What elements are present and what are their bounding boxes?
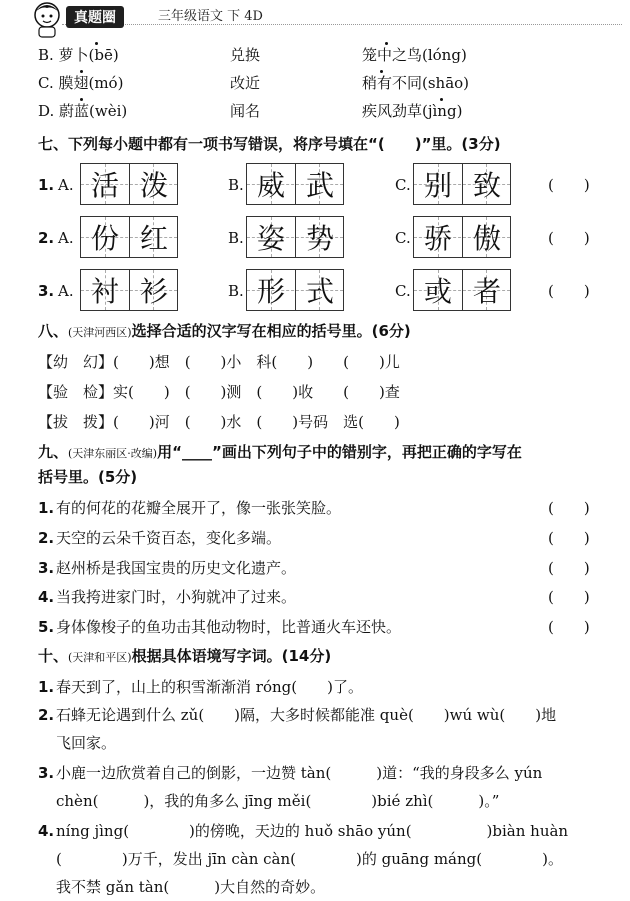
char-cell: 衬 (90, 275, 119, 308)
option-b-word3: 笼中之鸟(lóng) (362, 46, 467, 64)
q10-line: chèn( )，我的角多么 jīng měi( )bié zhì( )。” (56, 792, 500, 810)
option-d-word3: 疾风劲草(jìng) (362, 102, 463, 120)
q10-line: 我不禁 gǎn tàn( )大自然的奇妙。 (56, 878, 326, 896)
char-cell: 或 (423, 275, 452, 308)
q7-label-a: A. (58, 282, 74, 300)
char-cell: 傲 (462, 217, 511, 257)
q7-title: 七、下列每小题中都有一项书写错误，将序号填在“( )”里。(3分) (38, 135, 501, 153)
char-box (246, 216, 344, 258)
char-box (80, 163, 178, 205)
q7-row-num: 3. (38, 282, 55, 300)
q7-label-b: B. (228, 229, 244, 247)
q10-line: 飞回家。 (56, 734, 117, 752)
answer-paren[interactable]: ( ) (548, 588, 590, 606)
q7-row-num: 1. (38, 176, 55, 194)
char-cell: 份 (90, 222, 119, 255)
q8-title (38, 320, 411, 344)
q7-label-c: C. (395, 282, 411, 300)
option-c-word3: 稍有不同(shāo) (362, 74, 470, 92)
char-cell: 别 (423, 169, 452, 202)
emphasis-dot (380, 70, 383, 73)
char-cell: 泼 (129, 164, 178, 204)
emphasis-dot (80, 98, 83, 101)
q10-line: ( )万千，发出 jīn càn càn( )的 guāng máng( )。 (56, 850, 563, 868)
q10-prefix: 十、 (38, 647, 69, 665)
q9-item-text: 赵州桥是我国宝贵的历史文化遗产。 (56, 559, 297, 577)
q10-region: (天津和平区) (68, 651, 132, 664)
answer-paren[interactable]: ( ) (548, 529, 590, 547)
char-box (246, 163, 344, 205)
q9-item-num: 1. (38, 499, 55, 517)
answer-paren[interactable]: ( ) (548, 499, 590, 517)
option-c-word1: C. 膜翅(mó) (38, 74, 124, 92)
q8-instruction: 选择合适的汉字写在相应的括号里。(6分) (131, 322, 411, 340)
char-cell: 姿 (256, 222, 285, 255)
header-rule (62, 24, 622, 25)
q7-label-b: B. (228, 282, 244, 300)
q10-instruction: 根据具体语境写字词。(14分) (131, 647, 332, 665)
q10-line: 小鹿一边欣赏着自己的倒影，一边赞 tàn( )道：“我的身段多么 yún (56, 764, 543, 782)
char-box (413, 269, 511, 311)
char-cell: 红 (129, 217, 178, 257)
q10-item-num: 1. (38, 678, 55, 696)
q7-label-c: C. (395, 229, 411, 247)
q10-item-num: 2. (38, 706, 55, 724)
q7-label-a: A. (58, 176, 74, 194)
option-b-word2: 兑换 (230, 46, 261, 64)
q10-title (38, 645, 331, 669)
q9-item-num: 3. (38, 559, 55, 577)
q9-item-num: 2. (38, 529, 55, 547)
q9-item-text: 身体像梭子的鱼功击其他动物时，比普通火车还快。 (56, 618, 402, 636)
char-cell: 势 (295, 217, 344, 257)
char-box (413, 216, 511, 258)
q9-instruction-line2: 括号里。(5分) (38, 468, 138, 486)
answer-paren[interactable]: ( ) (548, 229, 590, 247)
q9-region: (天津东丽区·改编) (68, 447, 158, 460)
q10-item-num: 4. (38, 822, 55, 840)
mascot-icon (30, 0, 64, 38)
char-box (80, 269, 178, 311)
option-d-word1: D. 蔚蓝(wèi) (38, 102, 128, 120)
emphasis-dot (385, 42, 388, 45)
q10-line: 春天到了，山上的积雪渐渐消 róng( )了。 (56, 678, 363, 696)
q7-row-num: 2. (38, 229, 55, 247)
answer-paren[interactable]: ( ) (548, 176, 590, 194)
emphasis-dot (80, 70, 83, 73)
q7-label-b: B. (228, 176, 244, 194)
option-b-word1: B. 萝卜(bē) (38, 46, 119, 64)
char-cell: 者 (462, 270, 511, 310)
char-box (80, 216, 178, 258)
q9-instruction-line1: 用“____”画出下列句子中的错别字，再把正确的字写在 (157, 443, 522, 461)
emphasis-dot (440, 98, 443, 101)
header-crumb: 三年级语文 下 4D (158, 9, 263, 24)
q9-item-text: 有的何花的花瓣全展开了，像一张张笑脸。 (56, 499, 342, 517)
q10-item-num: 3. (38, 764, 55, 782)
q9-title (38, 441, 522, 465)
q9-item-text: 当我挎进家门时，小狗就冲了过来。 (56, 588, 297, 606)
q8-row: 【幼 幻】( )想 ( )小 科( ) ( )儿 (38, 353, 400, 371)
q7-label-c: C. (395, 176, 411, 194)
q8-row: 【验 检】实( ) ( )测 ( )收 ( )查 (38, 383, 400, 401)
q9-item-num: 5. (38, 618, 55, 636)
char-cell: 骄 (423, 222, 452, 255)
char-box (413, 163, 511, 205)
answer-paren[interactable]: ( ) (548, 559, 590, 577)
q7-label-a: A. (58, 229, 74, 247)
char-cell: 致 (462, 164, 511, 204)
q9-item-num: 4. (38, 588, 55, 606)
answer-paren[interactable]: ( ) (548, 618, 590, 636)
q8-row: 【拔 拨】( )河 ( )水 ( )号码 选( ) (38, 413, 400, 431)
option-c-word2: 改近 (230, 74, 261, 92)
brand-badge: 真题圈 (66, 6, 124, 28)
option-d-word2: 闻名 (230, 102, 261, 120)
char-cell: 威 (256, 169, 285, 202)
char-cell: 衫 (129, 270, 178, 310)
q9-item-text: 天空的云朵千资百态，变化多端。 (56, 529, 282, 547)
q10-line: 石蜂无论遇到什么 zǔ( )隔，大多时候都能准 què( )wú wù( )地 (56, 706, 557, 724)
q8-region: (天津河西区) (68, 326, 132, 339)
char-box (246, 269, 344, 311)
q8-prefix: 八、 (38, 322, 69, 340)
char-cell: 活 (90, 169, 119, 202)
char-cell: 式 (295, 270, 344, 310)
q9-prefix: 九、 (38, 443, 69, 461)
char-cell: 形 (256, 275, 285, 308)
q10-line: níng jìng( )的傍晚，天边的 huǒ shāo yún( )biàn huàn (56, 822, 569, 840)
answer-paren[interactable]: ( ) (548, 282, 590, 300)
char-cell: 武 (295, 164, 344, 204)
emphasis-dot (95, 42, 98, 45)
